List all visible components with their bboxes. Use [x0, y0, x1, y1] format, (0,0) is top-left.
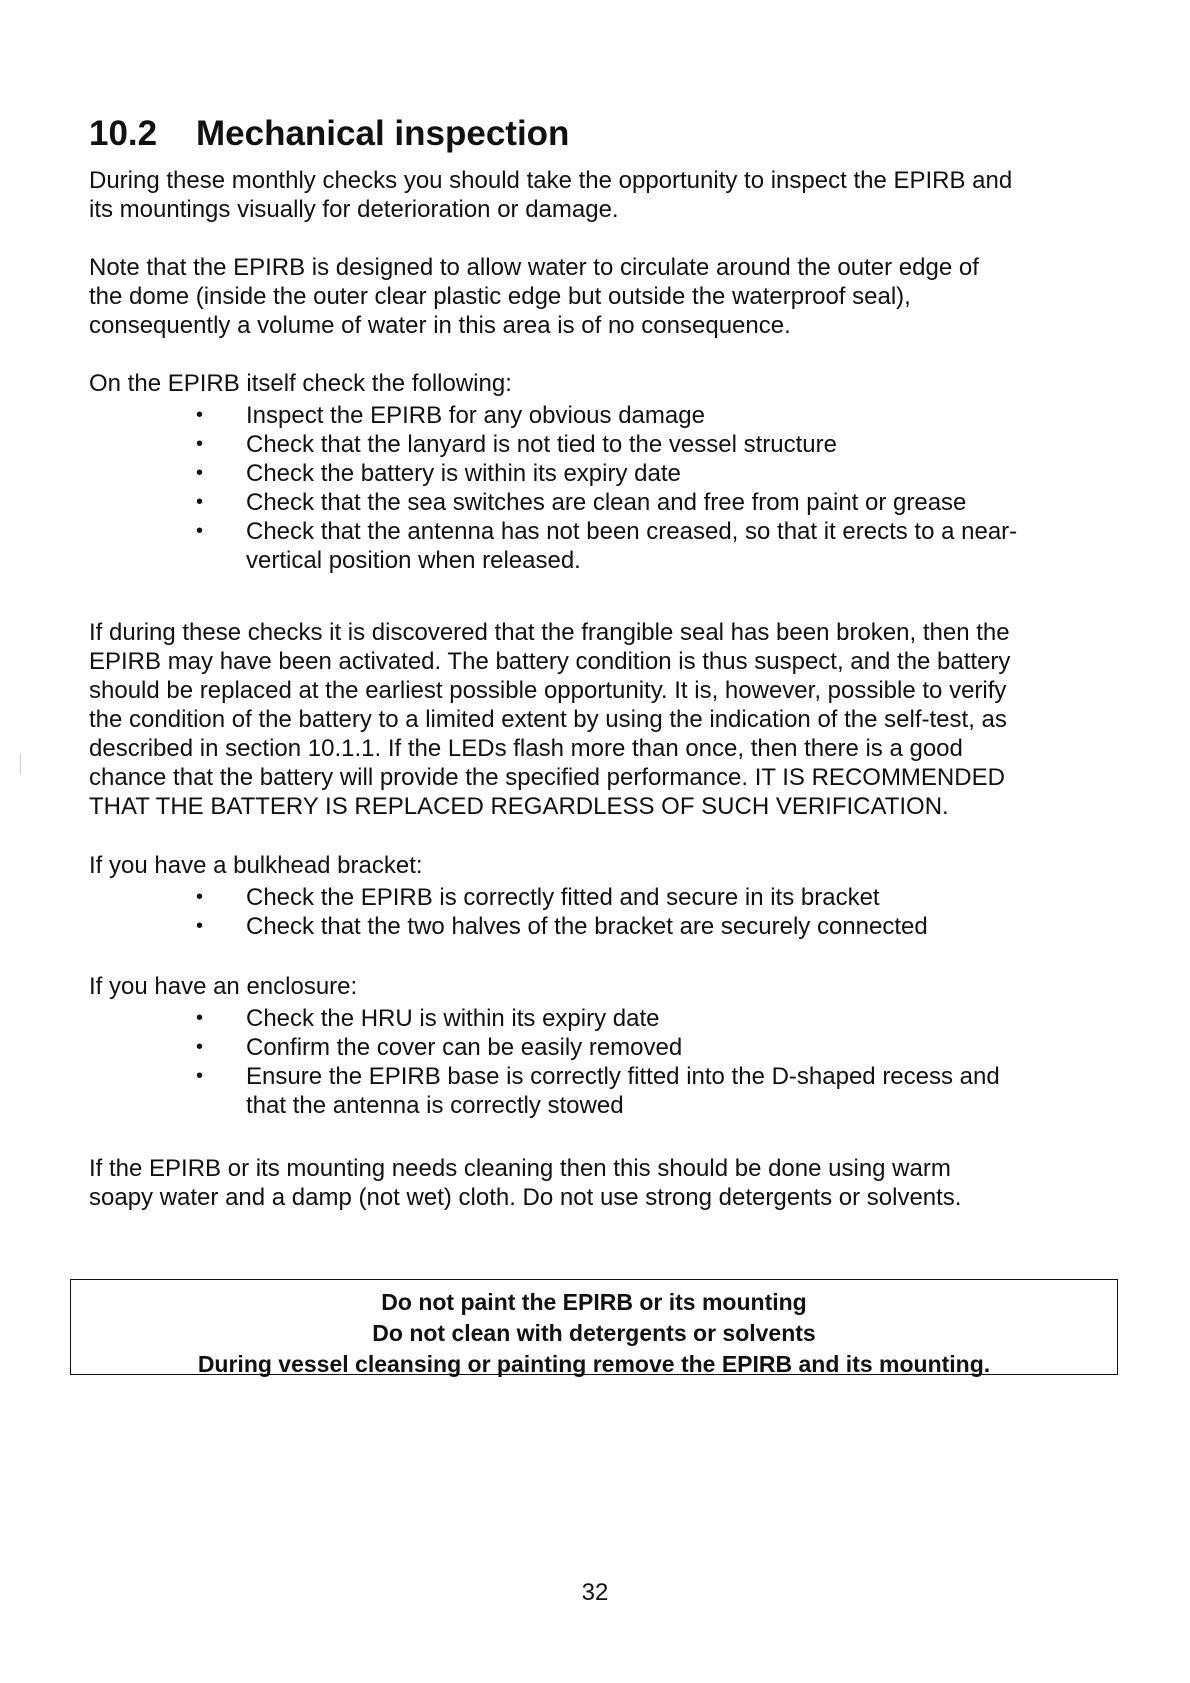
list-item: • Confirm the cover can be easily removed [89, 1033, 1000, 1062]
paragraph-line: If the EPIRB or its mounting needs cleaning then this should be done using warm [89, 1155, 951, 1182]
frangible-seal-paragraph [89, 618, 1010, 821]
paragraph-line: consequently a volume of water in this area is of no consequence. [89, 312, 791, 339]
section-number: 10.2 [89, 114, 158, 153]
list-item: • Ensure the EPIRB base is correctly fitted into the D-shaped recess and that the antenna is correctly stowed [89, 1062, 1000, 1120]
paragraph-line: If you have a bulkhead bracket: [89, 852, 423, 879]
list-item: • Check the battery is within its expiry date [89, 459, 1017, 488]
paragraph-line: soapy water and a damp (not wet) cloth. Do not use strong detergents or solvents. [89, 1184, 962, 1211]
section-heading [89, 112, 569, 156]
enclosure-checks-list [89, 1004, 1000, 1120]
list-item: • Check that the antenna has not been creased, so that it erects to a near- vertical position when released. [89, 517, 1017, 575]
intro-paragraph [89, 166, 1012, 224]
epirb-checks-list [89, 401, 1017, 575]
warning-box [70, 1279, 1118, 1375]
enclosure-lead [89, 972, 357, 1001]
page-number: 32 [581, 1579, 609, 1606]
paragraph-line: its mountings visually for deterioration or damage. [89, 196, 619, 223]
paragraph-line: the condition of the battery to a limited extent by using the indication of the self-test, as [89, 706, 1007, 733]
warning-line: During vessel cleansing or painting remove the EPIRB and its mounting. [197, 1351, 991, 1377]
cleaning-paragraph [89, 1154, 961, 1212]
epirb-checks-lead [89, 369, 512, 398]
paragraph-line: On the EPIRB itself check the following: [89, 370, 512, 397]
list-item: • Check that the two halves of the bracket are securely connected [89, 912, 928, 941]
list-item: • Check the EPIRB is correctly fitted and secure in its bracket [89, 883, 928, 912]
list-item: • Inspect the EPIRB for any obvious damage [89, 401, 1017, 430]
paragraph-line: THAT THE BATTERY IS REPLACED REGARDLESS OF SUCH VERIFICATION. [89, 793, 949, 820]
paragraph-line: should be replaced at the earliest possible opportunity. It is, however, possible to verify [89, 677, 1007, 704]
paragraph-line: During these monthly checks you should take the opportunity to inspect the EPIRB and [89, 167, 1013, 194]
paragraph-line: If you have an enclosure: [89, 973, 358, 1000]
paragraph-line: If during these checks it is discovered that the frangible seal has been broken, then the [89, 619, 1010, 646]
warning-line: Do not clean with detergents or solvents [372, 1320, 816, 1346]
section-title: Mechanical inspection [196, 114, 570, 153]
list-item: • Check the HRU is within its expiry date [89, 1004, 1000, 1033]
paragraph-line: chance that the battery will provide the specified performance. IT IS RECOMMENDED [89, 764, 1005, 791]
bulkhead-lead [89, 851, 423, 880]
list-item: • Check that the lanyard is not tied to the vessel structure [89, 430, 1017, 459]
paragraph-line: described in section 10.1.1. If the LEDs flash more than once, then there is a good [89, 735, 963, 762]
scan-margin-mark [20, 754, 21, 774]
note-paragraph [89, 253, 979, 340]
paragraph-line: the dome (inside the outer clear plastic edge but outside the waterproof seal), [89, 283, 911, 310]
paragraph-line: Note that the EPIRB is designed to allow water to circulate around the outer edge of [89, 254, 979, 281]
warning-line: Do not paint the EPIRB or its mounting [381, 1289, 807, 1315]
bulkhead-checks-list [89, 883, 928, 941]
paragraph-line: EPIRB may have been activated. The battery condition is thus suspect, and the battery [89, 648, 1011, 675]
list-item: • Check that the sea switches are clean and free from paint or grease [89, 488, 1017, 517]
